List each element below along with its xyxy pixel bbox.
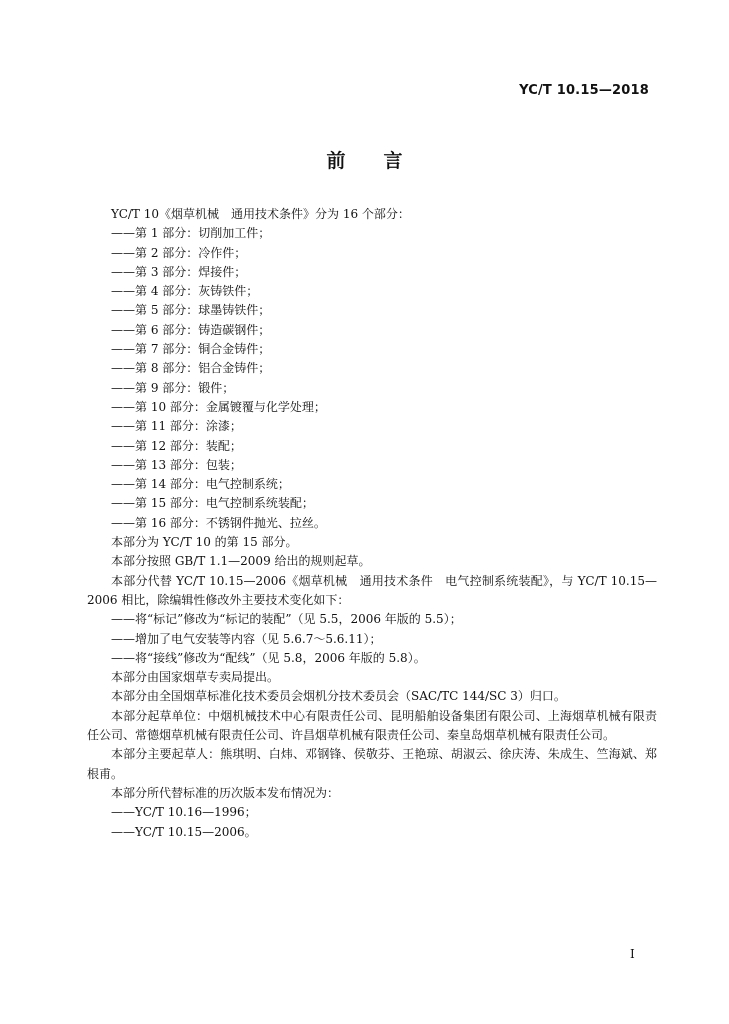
drafters-paragraph: 本部分主要起草人：熊琪明、白炜、邓钢锋、侯敬芬、王艳琼、胡淑云、徐庆涛、朱成生、竺海斌、郑根甫。 (87, 747, 657, 781)
drafting-units-paragraph: 本部分起草单位：中烟机械技术中心有限责任公司、昆明船舶设备集团有限公司、上海烟草机械有限责任公司、常德烟草机械有限责任公司、许昌烟草机械有限责任公司、秦皇岛烟草机械有限责任公司。 (87, 708, 657, 743)
page-title: 前言 (326, 150, 441, 172)
part-item-12: ——第 12 部分：装配； (111, 438, 242, 453)
history-item-2: ——YC/T 10.15—2006。 (111, 824, 257, 839)
part-item-9: ——第 9 部分：锻件； (111, 380, 235, 395)
drafting-rules-paragraph: 本部分按照 GB/T 1.1—2009 给出的规则起草。 (111, 554, 371, 569)
part-item-14: ——第 14 部分：电气控制系统； (111, 477, 290, 492)
part-item-11: ——第 11 部分：涂漆； (111, 419, 242, 434)
history-item-1: ——YC/T 10.16—1996； (111, 805, 257, 820)
page-number: I (630, 947, 635, 961)
jurisdiction-paragraph: 本部分由全国烟草标准化技术委员会烟机分技术委员会（SAC/TC 144/SC 3）归口。 (111, 689, 566, 704)
part-item-6: ——第 6 部分：铸造碳钢件； (111, 322, 271, 337)
part-item-8: ——第 8 部分：铝合金铸件； (111, 361, 271, 376)
part-item-2: ——第 2 部分：冷作件； (111, 245, 247, 260)
intro-paragraph: YC/T 10《烟草机械 通用技术条件》分为 16 个部分： (111, 207, 410, 221)
change-item-1: ——将“标记”修改为“标记的装配”（见 5.5，2006 年版的 5.5）； (111, 612, 462, 627)
standard-code: YC/T 10.15—2018 (519, 83, 649, 98)
part-item-10: ——第 10 部分：金属镀覆与化学处理； (111, 399, 326, 414)
proposed-by-paragraph: 本部分由国家烟草专卖局提出。 (111, 670, 280, 685)
replaces-paragraph: 本部分代替 YC/T 10.15—2006《烟草机械 通用技术条件 电气控制系统装配》，与 YC/T 10.15—2006 相比，除编辑性修改外主要技术变化如下： (87, 573, 657, 607)
part-item-13: ——第 13 部分：包装； (111, 457, 242, 472)
history-paragraph: 本部分所代替标准的历次版本发布情况为： (111, 785, 340, 800)
part-item-15: ——第 15 部分：电气控制系统装配； (111, 496, 314, 511)
change-item-3: ——将“接线”修改为“配线”（见 5.8，2006 年版的 5.8）。 (111, 650, 426, 665)
part-item-4: ——第 4 部分：灰铸铁件； (111, 284, 259, 299)
foreword-body (87, 205, 657, 842)
part-of-paragraph: 本部分为 YC/T 10 的第 15 部分。 (111, 535, 298, 550)
change-item-2: ——增加了电气安装等内容（见 5.6.7～5.6.11）； (111, 631, 382, 646)
part-item-16: ——第 16 部分：不锈钢件抛光、拉丝。 (111, 515, 326, 530)
part-item-1: ——第 1 部分：切削加工件； (111, 226, 271, 241)
part-item-5: ——第 5 部分：球墨铸铁件； (111, 303, 271, 318)
part-item-3: ——第 3 部分：焊接件； (111, 264, 247, 279)
part-item-7: ——第 7 部分：铜合金铸件； (111, 342, 271, 357)
